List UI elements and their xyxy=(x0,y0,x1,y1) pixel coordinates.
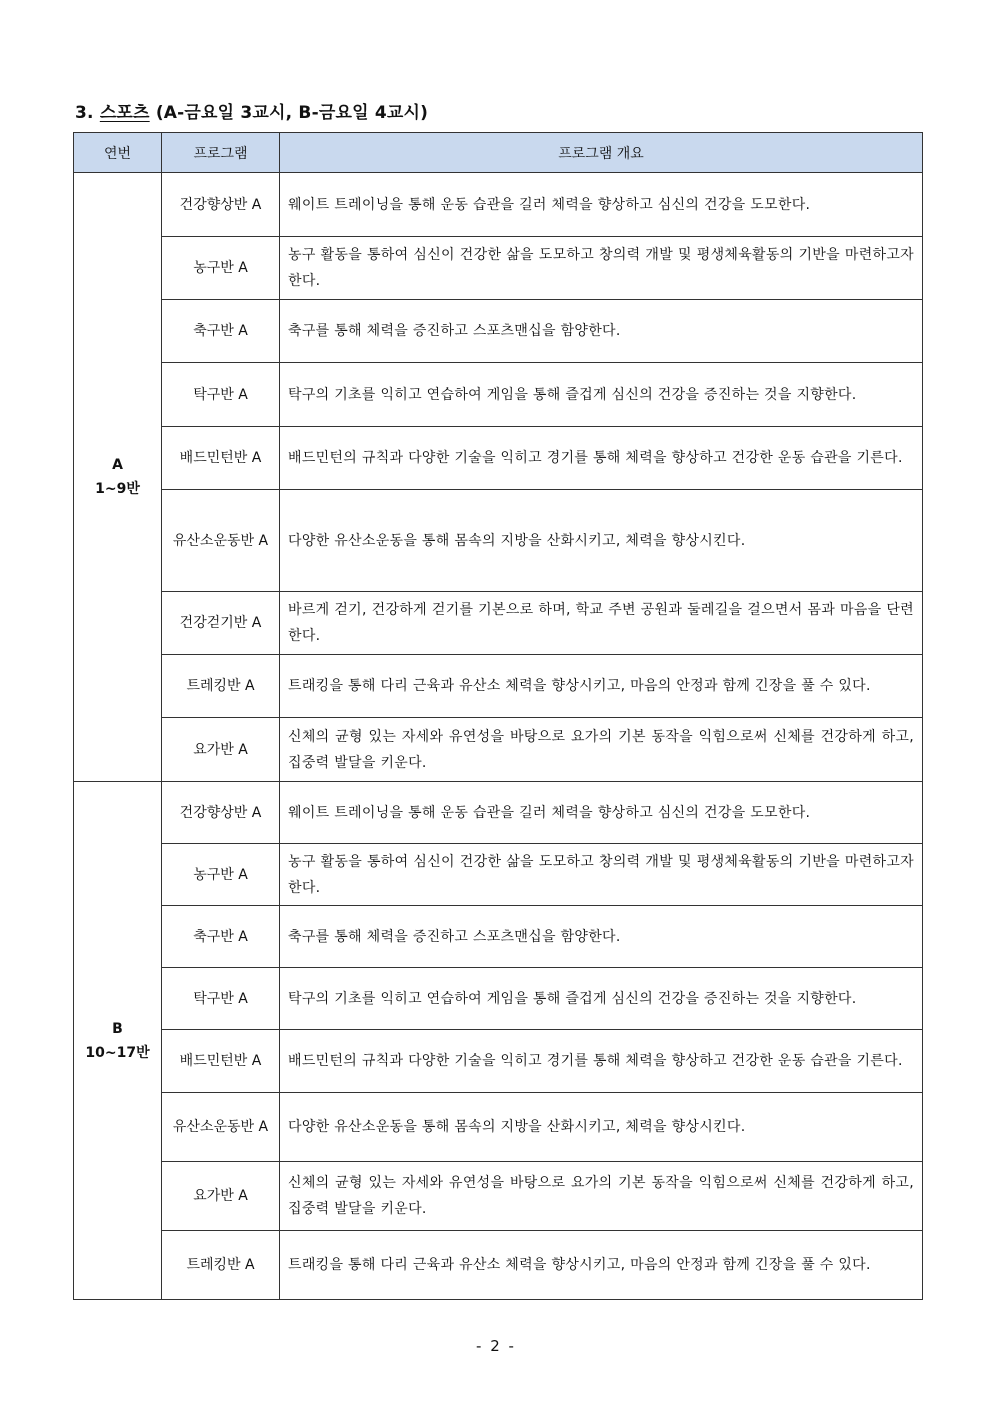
program-name: 트레킹반 A xyxy=(162,1231,280,1300)
program-name: 요가반 A xyxy=(162,1162,280,1231)
program-name: 축구반 A xyxy=(162,300,280,363)
program-summary: 농구 활동을 통하여 심신이 건강한 삶을 도모하고 창의력 개발 및 평생체육활동의 기반을 마련하고자 한다. xyxy=(280,237,923,300)
table-row xyxy=(74,490,923,592)
table-row xyxy=(74,844,923,906)
program-summary: 농구 활동을 통하여 심신이 건강한 삶을 도모하고 창의력 개발 및 평생체육활동의 기반을 마련하고자 한다. xyxy=(280,844,923,906)
table-row xyxy=(74,237,923,300)
sports-program-table xyxy=(73,132,923,1300)
program-summary: 배드민턴의 규칙과 다양한 기술을 익히고 경기를 통해 체력을 향상하고 건강한 운동 습관을 기른다. xyxy=(280,427,923,490)
table-row xyxy=(74,655,923,718)
header-program: 프로그램 xyxy=(162,133,280,173)
section-title xyxy=(75,98,428,123)
program-summary: 바르게 걷기, 건강하게 걷기를 기본으로 하며, 학교 주변 공원과 둘레길을 걸으면서 몸과 마음을 단련한다. xyxy=(280,592,923,655)
table-row xyxy=(74,718,923,782)
table-row xyxy=(74,592,923,655)
program-summary: 다양한 유산소운동을 통해 몸속의 지방을 산화시키고, 체력을 향상시킨다. xyxy=(280,490,923,592)
program-name: 유산소운동반 A xyxy=(162,490,280,592)
table-row xyxy=(74,782,923,844)
table-row xyxy=(74,1162,923,1231)
table-row xyxy=(74,1231,923,1300)
table-row xyxy=(74,363,923,427)
table-row xyxy=(74,1093,923,1162)
page-number: - 2 - xyxy=(476,1337,516,1355)
program-summary: 탁구의 기초를 익히고 연습하여 게임을 통해 즐겁게 심신의 건강을 증진하는 것을 지향한다. xyxy=(280,363,923,427)
group-name: B xyxy=(112,1020,123,1037)
program-name: 탁구반 A xyxy=(162,363,280,427)
program-summary: 신체의 균형 있는 자세와 유연성을 바탕으로 요가의 기본 동작을 익힘으로써 신체를 건강하게 하고, 집중력 발달을 키운다. xyxy=(280,1162,923,1231)
program-summary: 배드민턴의 규칙과 다양한 기술을 익히고 경기를 통해 체력을 향상하고 건강한 운동 습관을 기른다. xyxy=(280,1030,923,1093)
section-schedule: (A-금요일 3교시, B-금요일 4교시) xyxy=(155,103,429,123)
section-number: 3. xyxy=(75,103,94,123)
program-name: 트레킹반 A xyxy=(162,655,280,718)
program-summary: 탁구의 기초를 익히고 연습하여 게임을 통해 즐겁게 심신의 건강을 증진하는 것을 지향한다. xyxy=(280,968,923,1030)
program-summary: 축구를 통해 체력을 증진하고 스포츠맨십을 함양한다. xyxy=(280,906,923,968)
section-name: 스포츠 xyxy=(99,103,150,123)
group-name: A xyxy=(112,457,123,473)
program-summary: 트래킹을 통해 다리 근육과 유산소 체력을 향상시키고, 마음의 안정과 함께 긴장을 풀 수 있다. xyxy=(280,1231,923,1300)
program-summary: 웨이트 트레이닝을 통해 운동 습관을 길러 체력을 향상하고 심신의 건강을 도모한다. xyxy=(280,173,923,237)
group-cell-a xyxy=(74,173,162,782)
header-serial: 연번 xyxy=(74,133,162,173)
program-name: 축구반 A xyxy=(162,906,280,968)
group-classes: 10~17반 xyxy=(85,1044,150,1061)
program-name: 건강걷기반 A xyxy=(162,592,280,655)
program-name: 농구반 A xyxy=(162,844,280,906)
program-name: 탁구반 A xyxy=(162,968,280,1030)
program-summary: 트래킹을 통해 다리 근육과 유산소 체력을 향상시키고, 마음의 안정과 함께 긴장을 풀 수 있다. xyxy=(280,655,923,718)
table-row xyxy=(74,427,923,490)
program-summary: 웨이트 트레이닝을 통해 운동 습관을 길러 체력을 향상하고 심신의 건강을 도모한다. xyxy=(280,782,923,844)
program-summary: 축구를 통해 체력을 증진하고 스포츠맨십을 함양한다. xyxy=(280,300,923,363)
program-name: 배드민턴반 A xyxy=(162,427,280,490)
program-summary: 다양한 유산소운동을 통해 몸속의 지방을 산화시키고, 체력을 향상시킨다. xyxy=(280,1093,923,1162)
table-row xyxy=(74,300,923,363)
program-name: 요가반 A xyxy=(162,718,280,782)
group-classes: 1~9반 xyxy=(95,481,140,497)
header-summary: 프로그램 개요 xyxy=(280,133,923,173)
table-row xyxy=(74,1030,923,1093)
table-row xyxy=(74,968,923,1030)
table-header-row xyxy=(74,133,923,173)
program-name: 농구반 A xyxy=(162,237,280,300)
program-name: 배드민턴반 A xyxy=(162,1030,280,1093)
group-cell-b xyxy=(74,782,162,1300)
program-name: 건강향상반 A xyxy=(162,782,280,844)
program-summary: 신체의 균형 있는 자세와 유연성을 바탕으로 요가의 기본 동작을 익힘으로써 신체를 건강하게 하고, 집중력 발달을 키운다. xyxy=(280,718,923,782)
program-name: 건강향상반 A xyxy=(162,173,280,237)
program-name: 유산소운동반 A xyxy=(162,1093,280,1162)
table-row xyxy=(74,173,923,237)
table-row xyxy=(74,906,923,968)
